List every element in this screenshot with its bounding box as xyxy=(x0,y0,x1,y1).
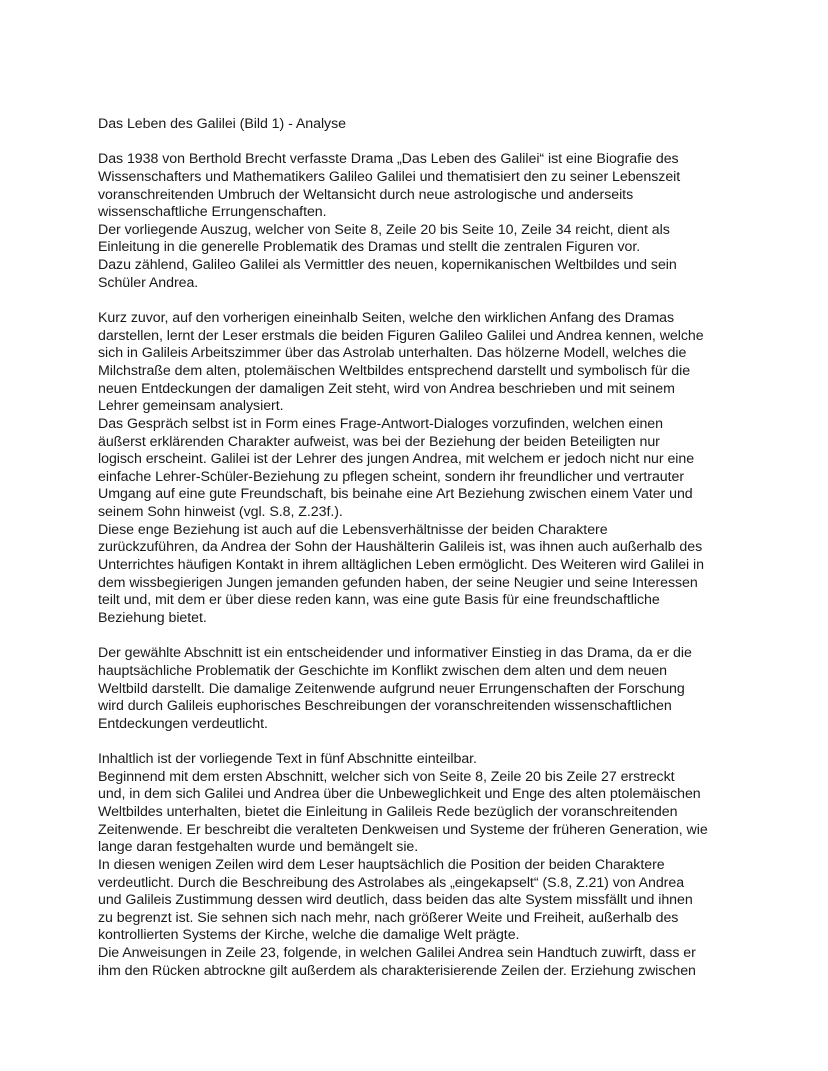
document-body xyxy=(98,116,738,980)
paragraph-gap xyxy=(98,628,738,646)
text-line: Dazu zählend, Galileo Galilei als Vermittler des neuen, kopernikanischen Weltbildes und sein xyxy=(98,257,677,274)
text-line: kontrollierten Systems der Kirche, welche die damalige Welt prägte. xyxy=(98,927,520,944)
text-line: neuen Entdeckungen der damaligen Zeit steht, wird von Andrea beschrieben und mit seinem xyxy=(98,380,675,397)
text-line: Entdeckungen verdeutlicht. xyxy=(98,715,268,732)
text-line: Der gewählte Abschnitt ist ein entscheidender und informativer Einstieg in das Drama, da er die xyxy=(98,645,692,662)
text-line: Beziehung bietet. xyxy=(98,609,207,626)
paragraph-structure xyxy=(98,751,738,980)
text-line: dem wissbegierigen Jungen jemanden gefunden haben, der seine Neugier und seine Interessen xyxy=(98,574,698,591)
text-line: Wissenschafters und Mathematikers Galileo Galilei und thematisiert den zu seiner Lebenszeit xyxy=(98,168,681,185)
text-line: Die Anweisungen in Zeile 23, folgende, in welchen Galilei Andrea sein Handtuch zuwirft, dass er xyxy=(98,945,696,962)
text-line: Kurz zuvor, auf den vorherigen eineinhalb Seiten, welche den wirklichen Anfang des Dramas xyxy=(98,310,675,327)
text-line: hauptsächliche Problematik der Geschichte im Konflikt zwischen dem alten und dem neuen xyxy=(98,662,668,679)
text-line: lange daran festgehalten wurde und bemängelt sie. xyxy=(98,839,419,856)
text-line: Weltbildes unterhalten, bietet die Einleitung in Galileis Rede bezüglich der voranschreitenden xyxy=(98,803,678,820)
text-line: wissenschaftliche Errungenschaften. xyxy=(98,204,327,221)
text-line: ihm den Rücken abtrockne gilt außerdem als charakterisierende Zeilen der. Erziehung zwischen xyxy=(98,962,696,979)
text-line: und, in dem sich Galilei und Andrea über die Unbeweglichkeit und Enge des alten ptolemäischen xyxy=(98,786,701,803)
text-line: Inhaltlich ist der vorliegende Text in fünf Abschnitte einteilbar. xyxy=(98,751,477,768)
text-line: sich in Galileis Arbeitszimmer über das Astrolab unterhalten. Das hölzerne Modell, welches die xyxy=(98,345,687,362)
paragraph-gap xyxy=(98,733,738,751)
document-title: Das Leben des Galilei (Bild 1) - Analyse xyxy=(98,116,346,132)
paragraph-context xyxy=(98,310,738,628)
text-line: verdeutlicht. Durch die Beschreibung des Astrolabes als „eingekapselt“ (S.8, Z.21) von Andrea xyxy=(98,874,685,891)
text-line: Unterrichtes häufigen Kontakt in ihrem alltäglichen Leben ermöglicht. Des Weiteren wird Galilei in xyxy=(98,557,704,574)
text-line: und Galileis Zustimmung dessen wird deutlich, dass beiden das alte System missfällt und ihnen xyxy=(98,892,693,909)
text-line: Das Gespräch selbst ist in Form eines Frage-Antwort-Dialoges vorzufinden, welchen einen xyxy=(98,415,663,432)
paragraph-gap xyxy=(98,134,738,152)
text-line: seinem Sohn hinweist (vgl. S.8, Z.23f.). xyxy=(98,504,343,521)
text-line: teilt und, mit dem er über diese reden kann, was eine gute Basis für eine freundschaftliche xyxy=(98,592,660,609)
text-line: Umgang auf eine gute Freundschaft, bis beinahe eine Art Beziehung zwischen einem Vater und xyxy=(98,486,693,503)
text-line: zurückzuführen, da Andrea der Sohn der Haushälterin Galileis ist, was ihnen auch außerhalb des xyxy=(98,539,703,556)
text-line: voranschreitenden Umbruch der Weltansicht durch neue astrologische und anderseits xyxy=(98,186,634,203)
text-line: Diese enge Beziehung ist auch auf die Lebensverhältnisse der beiden Charaktere xyxy=(98,521,608,538)
text-line: Einleitung in die generelle Problematik des Dramas und stellt die zentralen Figuren vor. xyxy=(98,239,641,256)
text-line: Weltbild darstellt. Die damalige Zeitenwende aufgrund neuer Errungenschaften der Forschung xyxy=(98,680,685,697)
text-line: logisch erscheint. Galilei ist der Lehrer des jungen Andrea, mit welchem er jedoch nicht nur eine xyxy=(98,451,695,468)
text-line: äußerst erklärenden Charakter aufweist, was bei der Beziehung der beiden Beteiligten nur xyxy=(98,433,660,450)
paragraph-gap xyxy=(98,292,738,310)
text-line: Zeitenwende. Er beschreibt die veralteten Denkweisen und Systeme der früheren Generation, wie xyxy=(98,821,708,838)
text-line: Schüler Andrea. xyxy=(98,274,199,291)
text-line: wird durch Galileis euphorisches Beschreibungen der voranschreitenden wissenschaftlichen xyxy=(98,698,672,715)
text-line: In diesen wenigen Zeilen wird dem Leser hauptsächlich die Position der beiden Charaktere xyxy=(98,856,665,873)
text-line: Der vorliegende Auszug, welcher von Seite 8, Zeile 20 bis Seite 10, Zeile 34 reicht, dient als xyxy=(98,221,670,238)
text-line: Lehrer gemeinsam analysiert. xyxy=(98,398,284,415)
text-line: einfache Lehrer-Schüler-Beziehung zu pflegen scheint, sondern ihr freundlicher und vertrauter xyxy=(98,468,685,485)
text-line: darstellen, lernt der Leser erstmals die beiden Figuren Galileo Galilei und Andrea kennen, welche xyxy=(98,327,704,344)
paragraph-introduction xyxy=(98,151,738,292)
text-line: Milchstraße dem alten, ptolemäischen Weltbildes entsprechend darstellt und symbolisch für die xyxy=(98,362,691,379)
text-line: Das 1938 von Berthold Brecht verfasste Drama „Das Leben des Galilei“ ist eine Biografie des xyxy=(98,151,679,168)
text-line: Beginnend mit dem ersten Abschnitt, welcher sich von Seite 8, Zeile 20 bis Zeile 27 erstreckt xyxy=(98,768,675,785)
paragraph-significance xyxy=(98,645,738,733)
text-line: zu begrenzt ist. Sie sehnen sich nach mehr, nach größerer Weite und Freiheit, außerhalb des xyxy=(98,909,679,926)
